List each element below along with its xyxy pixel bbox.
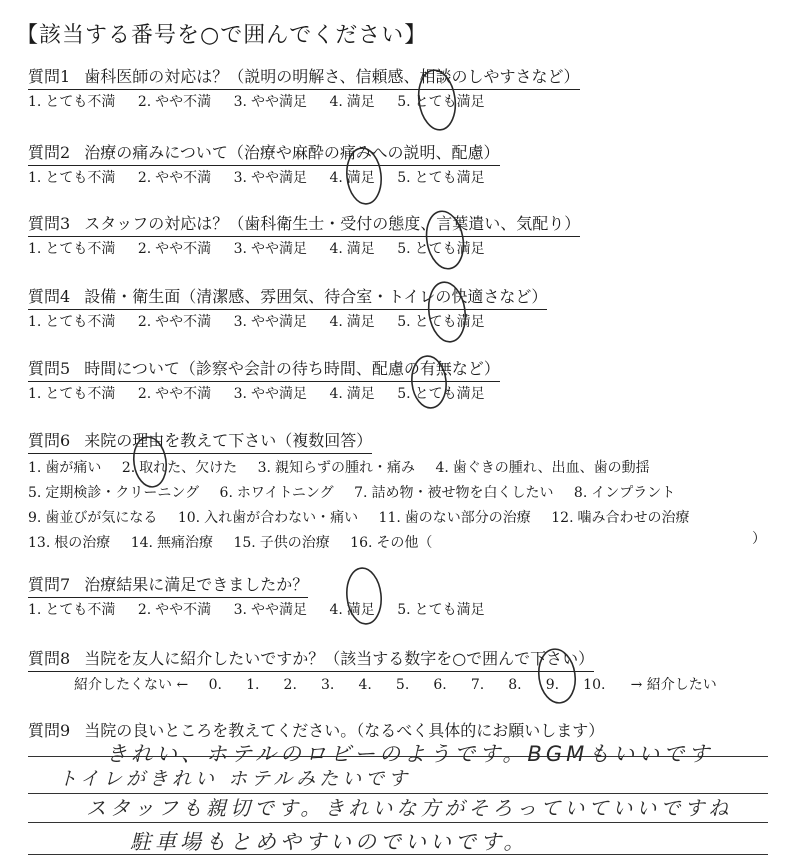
option-1[interactable]: 1. とても不満 (28, 602, 116, 618)
question-number: 質問8 (28, 649, 71, 668)
option-5[interactable]: 5. とても満足 (397, 94, 485, 110)
handwritten-answer-line-1: きれい、ホテルのロビーのようです。BGMもいいです (106, 742, 714, 766)
scale-high-label: → 紹介したい (630, 677, 717, 693)
question-6 (28, 430, 706, 556)
option-1[interactable]: 1. とても不満 (28, 386, 116, 402)
scale-9[interactable]: 9. (545, 677, 560, 693)
question-title: 歯科医師の対応は？（説明の明解さ、信頼感、相談のしやすさなど） (84, 67, 580, 86)
scale-8[interactable]: 8. (508, 677, 522, 693)
option-3[interactable]: 3. やや満足 (233, 386, 307, 402)
question-title: 設備・衛生面（清潔感、雰囲気、待合室・トイレの快適さなど） (84, 287, 548, 306)
question-title: 来院の理由を教えて下さい（複数回答） (84, 431, 373, 450)
option-1[interactable]: 1. とても不満 (28, 170, 116, 186)
option-2[interactable]: 2. 取れた、欠けた (121, 460, 238, 476)
question-number: 質問5 (28, 359, 71, 378)
option-1[interactable]: 1. とても不満 (28, 94, 116, 110)
question-3 (28, 213, 580, 259)
question-number: 質問7 (28, 575, 71, 594)
option-3[interactable]: 3. やや満足 (233, 602, 307, 618)
option-1[interactable]: 1. とても不満 (28, 314, 116, 330)
option-3[interactable]: 3. やや満足 (233, 314, 307, 330)
scale-low-label: 紹介したくない ← (74, 677, 189, 693)
option-5[interactable]: 5. 定期検診・クリーニング (28, 485, 200, 501)
option-2[interactable]: 2. やや不満 (137, 94, 212, 110)
option-15[interactable]: 15. 子供の治療 (233, 535, 330, 551)
question-title: 治療結果に満足できましたか？ (84, 575, 309, 594)
option-1[interactable]: 1. とても不満 (28, 241, 116, 257)
option-10[interactable]: 10. 入れ歯が合わない・痛い (177, 510, 359, 526)
question-number: 質問2 (28, 143, 71, 162)
option-14[interactable]: 14. 無痛治療 (130, 535, 213, 551)
handwritten-answer-line-3: スタッフも親切です。きれいな方がそろっていていいですね (86, 796, 733, 820)
option-1[interactable]: 1. 歯が痛い (28, 460, 102, 476)
question-title: スタッフの対応は？（歯科衛生士・受付の態度、言葉遣い、気配り） (84, 214, 581, 233)
option-9[interactable]: 9. 歯並びが気になる (28, 510, 158, 526)
scale-5[interactable]: 5. (395, 677, 410, 693)
scale-7[interactable]: 7. (470, 677, 485, 693)
question-4 (28, 286, 547, 332)
option-16[interactable]: 16. その他（ (350, 535, 433, 551)
option-5[interactable]: 5. とても満足 (397, 314, 485, 330)
scale-0[interactable]: 0. (208, 677, 222, 693)
option-4[interactable]: 4. 満足 (329, 386, 375, 402)
option-5[interactable]: 5. とても満足 (397, 602, 485, 618)
question-number: 質問9 (28, 721, 71, 740)
option-5[interactable]: 5. とても満足 (397, 241, 485, 257)
scale-6[interactable]: 6. (433, 677, 447, 693)
option-11[interactable]: 11. 歯のない部分の治療 (378, 510, 531, 526)
option-6[interactable]: 6. ホワイトニング (219, 485, 334, 501)
scale-10[interactable]: 10. (583, 677, 606, 693)
option-3[interactable]: 3. 親知らずの腫れ・痛み (257, 460, 415, 476)
question-number: 質問1 (28, 67, 71, 86)
option-2[interactable]: 2. やや不満 (137, 314, 212, 330)
option-2[interactable]: 2. やや不満 (137, 170, 212, 186)
page-heading: 【該当する番号を○で囲んでください】 (16, 23, 428, 48)
scale-2[interactable]: 2. (283, 677, 297, 693)
option-5[interactable]: 5. とても満足 (397, 386, 485, 402)
option-3[interactable]: 3. やや満足 (233, 241, 307, 257)
option-4[interactable]: 4. 満足 (329, 94, 375, 110)
option-3[interactable]: 3. やや満足 (233, 170, 307, 186)
handwritten-answer-line-2: トイレがきれい ホテルみたいです (58, 768, 412, 790)
question-title: 当院の良いところを教えてください。（なるべく具体的にお願いします） (84, 721, 605, 740)
handwritten-answer-line-4: 駐車場もとめやすいのでいいです。 (130, 830, 529, 854)
option-2[interactable]: 2. やや不満 (137, 241, 212, 257)
option-4[interactable]: 4. 満足 (329, 241, 375, 257)
option-12[interactable]: 12. 噛み合わせの治療 (551, 510, 690, 526)
question-title: 時間について（診察や会計の待ち時間、配慮の有無など） (84, 359, 500, 378)
question-8 (28, 648, 717, 696)
question-7 (28, 574, 503, 620)
option-13[interactable]: 13. 根の治療 (28, 535, 111, 551)
question-5 (28, 358, 503, 404)
other-close-paren: ） (752, 531, 766, 547)
option-3[interactable]: 3. やや満足 (233, 94, 307, 110)
question-number: 質問3 (28, 214, 71, 233)
question-1 (28, 66, 580, 112)
option-row (28, 506, 706, 531)
option-5[interactable]: 5. とても満足 (397, 170, 485, 186)
recommend-scale (28, 674, 717, 696)
option-7[interactable]: 7. 詰め物・被せ物を白くしたい (354, 485, 554, 501)
question-2 (28, 142, 503, 188)
option-4[interactable]: 4. 歯ぐきの腫れ、出血、歯の動揺 (435, 460, 650, 476)
scale-1[interactable]: 1. (246, 677, 260, 693)
option-4[interactable]: 4. 満足 (329, 602, 375, 618)
question-title: 治療の痛みについて（治療や麻酔の痛みへの説明、配慮） (84, 143, 500, 162)
option-4[interactable]: 4. 満足 (329, 314, 375, 330)
question-number: 質問4 (28, 287, 71, 306)
option-2[interactable]: 2. やや不満 (137, 386, 212, 402)
question-title: 当院を友人に紹介したいですか？（該当する数字を○で囲んで下さい） (84, 649, 595, 668)
option-4[interactable]: 4. 満足 (329, 170, 375, 186)
option-row (28, 481, 706, 506)
scale-4[interactable]: 4. (358, 677, 372, 693)
option-8[interactable]: 8. インプラント (573, 485, 676, 501)
scale-3[interactable]: 3. (321, 677, 335, 693)
option-2[interactable]: 2. やや不満 (137, 602, 212, 618)
option-row (28, 531, 706, 556)
question-number: 質問6 (28, 431, 71, 450)
answer-rule (28, 822, 768, 823)
option-row (28, 456, 706, 481)
